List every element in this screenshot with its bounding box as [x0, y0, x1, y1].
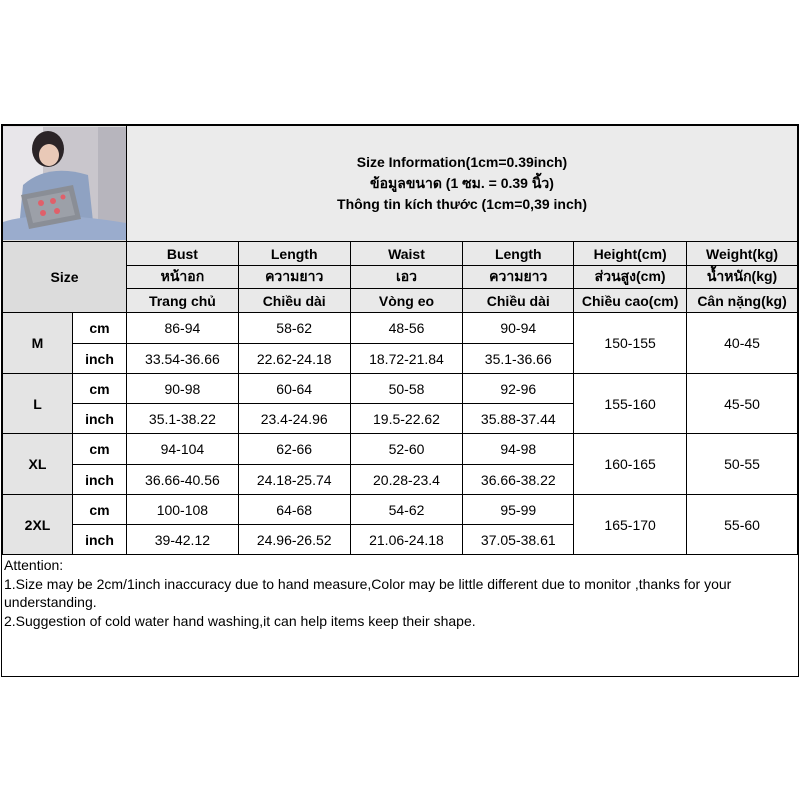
col-header-weight-vi: Cân nặng(kg)	[687, 289, 798, 313]
col-header-waist-th: เอว	[350, 266, 463, 289]
col-header-length-vi: Chiều dài	[238, 289, 350, 313]
unit-cm: cm	[73, 374, 127, 404]
unit-cm: cm	[73, 434, 127, 465]
cell-weight: 55-60	[687, 495, 798, 555]
size-table	[2, 125, 798, 555]
attention-notes	[4, 556, 794, 630]
cell-bust-cm: 90-98	[127, 374, 239, 404]
col-header-waist-en: Waist	[350, 242, 463, 266]
col-header-length-en: Length	[238, 242, 350, 266]
cell-length2-cm: 95-99	[463, 495, 574, 525]
cell-weight: 45-50	[687, 374, 798, 434]
cell-bust-cm: 100-108	[127, 495, 239, 525]
attention-note-1: 1.Size may be 2cm/1inch inaccuracy due to hand measure,Color may be little different due to monitor ,thanks for your understanding.	[4, 575, 732, 610]
cell-waist-inch: 20.28-23.4	[350, 465, 463, 495]
size-label-l: L	[3, 374, 73, 434]
cell-height: 165-170	[574, 495, 687, 555]
cell-height: 160-165	[574, 434, 687, 495]
cell-length-cm: 62-66	[238, 434, 350, 465]
col-header-weight-en: Weight(kg)	[687, 242, 798, 266]
size-label-m: M	[3, 313, 73, 374]
cell-bust-inch: 39-42.12	[127, 525, 239, 555]
size-info-title	[127, 126, 798, 242]
cell-length2-cm: 92-96	[463, 374, 574, 404]
cell-weight: 50-55	[687, 434, 798, 495]
cell-length-cm: 58-62	[238, 313, 350, 344]
size-column-header: Size	[3, 242, 127, 313]
model-photo-illustration	[3, 127, 126, 240]
col-header-length2-vi: Chiều dài	[463, 289, 574, 313]
cell-length-inch: 24.96-26.52	[238, 525, 350, 555]
attention-heading: Attention:	[4, 557, 64, 573]
col-header-waist-vi: Vòng eo	[350, 289, 463, 313]
size-label-2xl: 2XL	[3, 495, 73, 555]
col-header-length-th: ความยาว	[238, 266, 350, 289]
col-header-height-en: Height(cm)	[574, 242, 687, 266]
cell-waist-cm: 48-56	[350, 313, 463, 344]
unit-inch: inch	[73, 344, 127, 374]
size-chart-sheet	[1, 124, 799, 677]
cell-bust-inch: 36.66-40.56	[127, 465, 239, 495]
unit-cm: cm	[73, 313, 127, 344]
cell-waist-cm: 52-60	[350, 434, 463, 465]
cell-waist-inch: 21.06-24.18	[350, 525, 463, 555]
col-header-bust-vi: Trang chủ	[127, 289, 239, 313]
cell-bust-cm: 86-94	[127, 313, 239, 344]
unit-inch: inch	[73, 404, 127, 434]
cell-length2-inch: 35.1-36.66	[463, 344, 574, 374]
cell-length-inch: 24.18-25.74	[238, 465, 350, 495]
col-header-length2-th: ความยาว	[463, 266, 574, 289]
size-label-xl: XL	[3, 434, 73, 495]
cell-waist-inch: 18.72-21.84	[350, 344, 463, 374]
attention-note-2: 2.Suggestion of cold water hand washing,it can help items keep their shape.	[4, 612, 476, 629]
cell-length-inch: 22.62-24.18	[238, 344, 350, 374]
cell-bust-cm: 94-104	[127, 434, 239, 465]
col-header-bust-th: หน้าอก	[127, 266, 239, 289]
col-header-length2-en: Length	[463, 242, 574, 266]
cell-waist-inch: 19.5-22.62	[350, 404, 463, 434]
cell-length2-cm: 90-94	[463, 313, 574, 344]
product-photo	[3, 126, 127, 242]
cell-bust-inch: 35.1-38.22	[127, 404, 239, 434]
cell-length-cm: 60-64	[238, 374, 350, 404]
cell-waist-cm: 50-58	[350, 374, 463, 404]
cell-height: 155-160	[574, 374, 687, 434]
cell-length2-inch: 35.88-37.44	[463, 404, 574, 434]
col-header-height-th: ส่วนสูง(cm)	[574, 266, 687, 289]
cell-length2-cm: 94-98	[463, 434, 574, 465]
title-vietnamese: Thông tin kích thước (1cm=0,39 inch)	[337, 196, 587, 212]
unit-inch: inch	[73, 525, 127, 555]
cell-length-cm: 64-68	[238, 495, 350, 525]
title-english: Size Information(1cm=0.39inch)	[356, 154, 568, 170]
cell-bust-inch: 33.54-36.66	[127, 344, 239, 374]
cell-weight: 40-45	[687, 313, 798, 374]
col-header-height-vi: Chiều cao(cm)	[574, 289, 687, 313]
col-header-weight-th: น้ำหนัก(kg)	[687, 266, 798, 289]
unit-cm: cm	[73, 495, 127, 525]
cell-length-inch: 23.4-24.96	[238, 404, 350, 434]
cell-waist-cm: 54-62	[350, 495, 463, 525]
cell-length2-inch: 37.05-38.61	[463, 525, 574, 555]
unit-inch: inch	[73, 465, 127, 495]
title-thai: ข้อมูลขนาด (1 ซม. = 0.39 นิ้ว)	[370, 175, 554, 191]
cell-length2-inch: 36.66-38.22	[463, 465, 574, 495]
col-header-bust-en: Bust	[127, 242, 239, 266]
cell-height: 150-155	[574, 313, 687, 374]
